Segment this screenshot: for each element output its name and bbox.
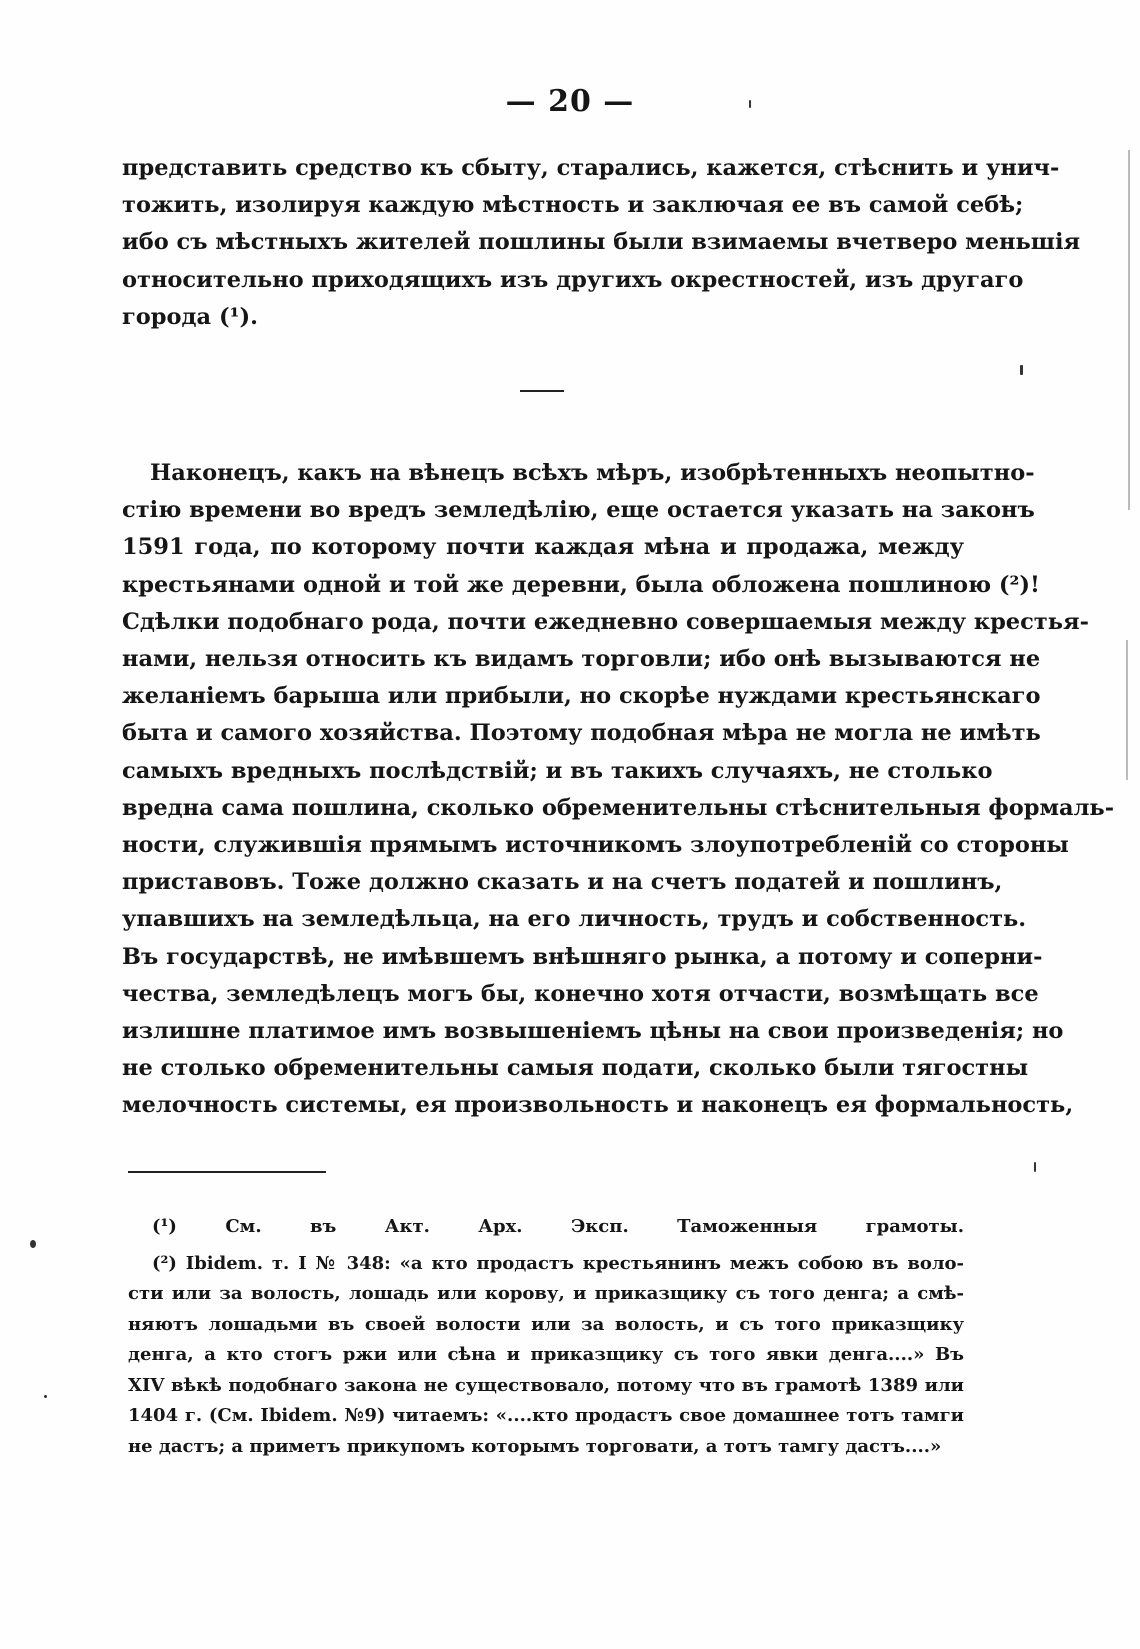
text-line: тожить, изолируя каждую мѣстность и заключая ее въ самой себѣ; [122, 192, 1024, 219]
footnote-2-line: няютъ лошадьми въ своей волости или за волость, и съ того приказщику [128, 1313, 964, 1335]
text-line: мелочность системы, ея произвольность и наконецъ ея формальность, [122, 1092, 1074, 1119]
text-line: самыхъ вредныхъ послѣдствій; и въ такихъ случаяхъ, не столько [122, 757, 993, 784]
text-line: ибо съ мѣстныхъ жителей пошлины были взимаемы вчетверо меньшія [122, 229, 1081, 256]
text-line: представить средство къ сбыту, старались, кажется, стѣснить и унич- [122, 155, 1060, 181]
paragraph-2 [122, 455, 1115, 1125]
text-line: Въ государствѣ, не имѣвшемъ внѣшняго рынка, а потому и соперни- [122, 943, 1043, 970]
footnote-2-line: XIV вѣкѣ подобнаго закона не существовало, потому что въ грамотѣ 1389 или [128, 1374, 964, 1396]
text-line: не столько обременительны самыя подати, сколько были тягостны [122, 1055, 1029, 1082]
footnote-2-line: (²) Ibidem. т. I № 348: «а кто продастъ крестьянинъ межъ собою въ воло- [152, 1252, 964, 1274]
paragraph-1 [122, 150, 1081, 336]
footnotes [128, 1212, 964, 1462]
text-line: 1591 года, по которому почти каждая мѣна и продажа, между [122, 534, 964, 561]
text-line: стію времени во вредъ земледѣлію, еще остается указать на законъ [122, 497, 1035, 524]
text-line: излишне платимое имъ возвышеніемъ цѣны на свои произведенія; но [122, 1018, 1064, 1045]
section-divider [520, 390, 564, 392]
text-line: желаніемъ барыша или прибыли, но скорѣе нуждами крестьянскаго [122, 683, 1041, 710]
text-line: вредна сама пошлина, сколько обременительны стѣснительныя формаль- [122, 794, 1115, 821]
page-edge-mark [1126, 640, 1128, 780]
text-line: нами, нельзя относить къ видамъ торговли; ибо онѣ вызываются не [122, 646, 1041, 673]
footnote-2-line: сти или за волость, лошадь или корову, и приказщику съ того денга; а смѣ- [128, 1283, 964, 1304]
text-line: упавшихъ на земледѣльца, на его личность, трудъ и собственность. [122, 906, 1027, 933]
text-line: города (¹). [122, 303, 258, 330]
text-line: быта и самого хозяйства. Поэтому подобная мѣра не могла не имѣть [122, 720, 1041, 747]
scan-speck [44, 1395, 47, 1398]
text-line: ности, служившія прямымъ источникомъ злоупотребленій со стороны [122, 832, 1069, 859]
footnote-divider [128, 1171, 326, 1173]
scan-speck [1034, 1162, 1036, 1172]
text-line: чества, земледѣлецъ могъ бы, конечно хотя отчасти, возмѣщать все [122, 980, 1039, 1007]
text-line: Наконецъ, какъ на вѣнецъ всѣхъ мѣръ, изобрѣтенныхъ неопытно- [150, 460, 1035, 486]
page-number: — 20 — [505, 84, 635, 119]
footnote-2-line: не дастъ; а приметъ прикупомъ которымъ торговати, а тотъ тамгу дастъ....» [128, 1435, 942, 1457]
text-line: приставовъ. Тоже должно сказать и на счетъ податей и пошлинъ, [122, 869, 1003, 896]
text-line: Сдѣлки подобнаго рода, почти ежедневно совершаемыя между крестья- [122, 608, 1089, 635]
text-line: относительно приходящихъ изъ другихъ окрестностей, изъ другаго [122, 266, 1024, 293]
footnote-2-line: 1404 г. (См. Ibidem. №9) читаемъ: «....кто продастъ свое домашнее тотъ тамги [128, 1405, 964, 1426]
page-edge-mark [1128, 150, 1130, 510]
scan-speck [749, 100, 751, 108]
text-line: крестьянами одной и той же деревни, была обложена пошлиною (²)! [122, 571, 1040, 598]
scan-speck [30, 1240, 36, 1248]
footnote-2-line: денга, а кто стогъ ржи или сѣна и приказщику съ того явки денга....» Въ [128, 1344, 964, 1365]
scan-speck [1020, 365, 1023, 375]
footnote-1: (¹) См. въ Акт. Арх. Эксп. Таможенныя грамоты. [152, 1216, 964, 1237]
